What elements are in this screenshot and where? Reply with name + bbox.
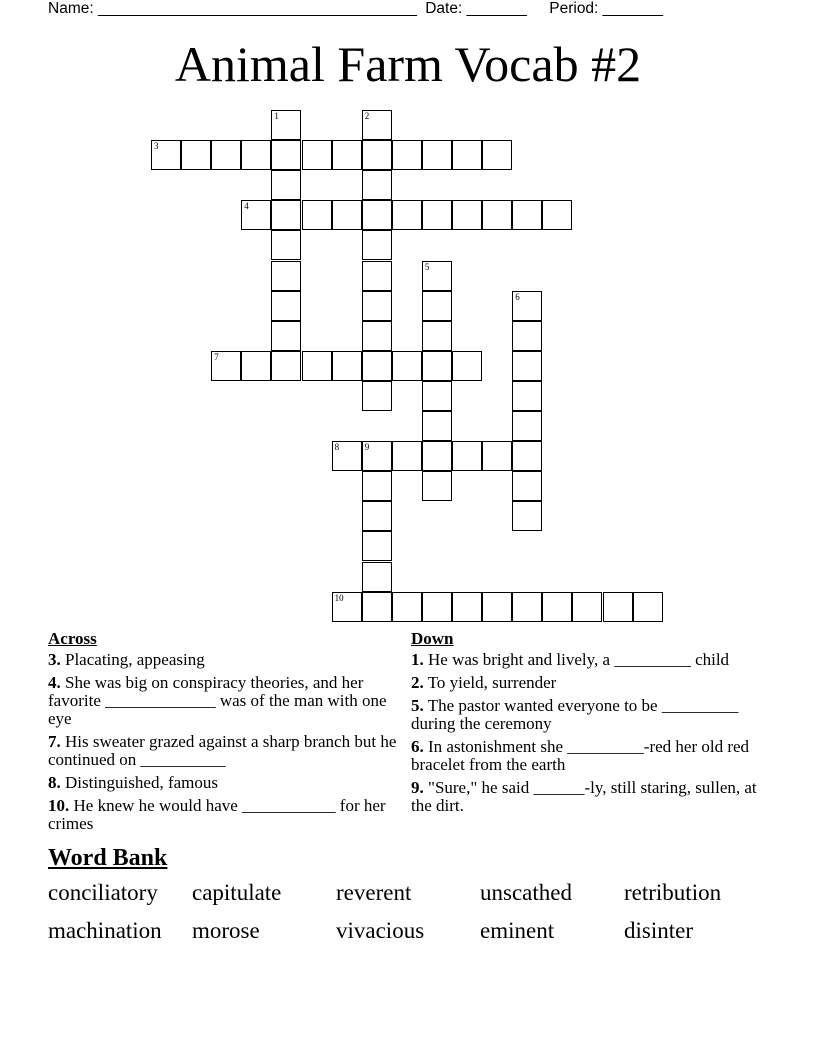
crossword-cell[interactable] — [392, 592, 422, 622]
word-bank-word: machination — [48, 918, 162, 943]
name-field-label: Name: _____________________________________ — [48, 0, 417, 17]
clue-number: 8 — [334, 442, 340, 453]
crossword-cell[interactable] — [271, 230, 301, 260]
crossword-cell[interactable] — [332, 351, 362, 381]
crossword-cell[interactable] — [271, 140, 301, 170]
date-field-label: Date: _______ — [425, 0, 527, 17]
crossword-cell[interactable] — [362, 200, 392, 230]
clue-number: 1 — [274, 111, 279, 121]
crossword-cell[interactable] — [362, 471, 392, 501]
crossword-cell[interactable] — [392, 200, 422, 230]
period-field-label: Period: _______ — [549, 0, 664, 17]
crossword-cell[interactable] — [422, 381, 452, 411]
crossword-cell[interactable] — [271, 321, 301, 351]
word-bank-word: retribution — [624, 880, 722, 905]
word-bank-word: capitulate — [192, 880, 282, 905]
clue-number: 10 — [334, 592, 344, 603]
word-bank-word: eminent — [480, 918, 555, 943]
crossword-cell[interactable] — [392, 441, 422, 471]
crossword-cell[interactable] — [512, 351, 542, 381]
word-bank-word: reverent — [336, 880, 412, 905]
crossword-cell[interactable] — [452, 441, 482, 471]
clue-number: 5 — [424, 261, 430, 272]
crossword-cell[interactable] — [512, 291, 542, 321]
crossword-cell[interactable] — [512, 592, 542, 622]
crossword-cell[interactable] — [362, 592, 392, 622]
clue-across-3: 3. Placating, appeasing — [48, 650, 205, 669]
crossword-cell[interactable] — [362, 441, 392, 471]
crossword-cell[interactable] — [422, 261, 452, 291]
crossword-cell[interactable] — [271, 261, 301, 291]
word-bank-word: conciliatory — [48, 880, 158, 905]
page-title: Animal Farm Vocab #2 — [174, 36, 642, 92]
crossword-cell[interactable] — [362, 501, 392, 531]
crossword-cell[interactable] — [332, 441, 362, 471]
crossword-cell[interactable] — [482, 200, 512, 230]
crossword-cell[interactable] — [271, 170, 301, 200]
crossword-cell[interactable] — [482, 592, 512, 622]
crossword-cell[interactable] — [271, 291, 301, 321]
crossword-cell[interactable] — [452, 351, 482, 381]
crossword-cell[interactable] — [512, 381, 542, 411]
crossword-cell[interactable] — [302, 140, 332, 170]
crossword-cell[interactable] — [362, 170, 392, 200]
word-bank-word: disinter — [624, 918, 693, 943]
crossword-cell[interactable] — [211, 351, 241, 381]
crossword-cell[interactable] — [362, 110, 392, 140]
crossword-cell[interactable] — [633, 592, 663, 622]
down-clues — [411, 630, 761, 820]
crossword-cell[interactable] — [362, 261, 392, 291]
crossword-cell[interactable] — [512, 321, 542, 351]
crossword-cell[interactable] — [422, 351, 452, 381]
crossword-cell[interactable] — [422, 471, 452, 501]
clue-across-8: 8. Distinguished, famous — [48, 773, 218, 792]
across-heading: Across — [48, 629, 97, 648]
crossword-cell[interactable] — [422, 321, 452, 351]
clue-down-5: 5. The pastor wanted everyone to be _________ during the ceremony — [411, 696, 739, 733]
clue-number: 2 — [364, 111, 370, 121]
word-bank-title: Word Bank — [48, 845, 168, 871]
across-clues — [48, 630, 408, 838]
crossword-cell[interactable] — [452, 140, 482, 170]
crossword-cell[interactable] — [452, 200, 482, 230]
crossword-cell[interactable] — [241, 351, 271, 381]
crossword-cell[interactable] — [332, 200, 362, 230]
crossword-cell[interactable] — [603, 592, 633, 622]
crossword-cell[interactable] — [211, 140, 241, 170]
clue-across-7: 7. His sweater grazed against a sharp branch but he continued on __________ — [48, 732, 397, 769]
crossword-cell[interactable] — [482, 140, 512, 170]
crossword-cell[interactable] — [271, 200, 301, 230]
clue-across-10: 10. He knew he would have ___________ for her crimes — [48, 796, 386, 833]
crossword-cell[interactable] — [362, 140, 392, 170]
crossword-cell[interactable] — [362, 351, 392, 381]
crossword-cell[interactable] — [422, 200, 452, 230]
crossword-cell[interactable] — [362, 230, 392, 260]
clue-number: 4 — [244, 201, 249, 212]
crossword-cell[interactable] — [362, 562, 392, 592]
clue-number: 3 — [154, 141, 159, 152]
crossword-cell[interactable] — [362, 321, 392, 351]
crossword-cell[interactable] — [362, 291, 392, 321]
crossword-cell[interactable] — [302, 351, 332, 381]
clue-down-9: 9. "Sure," he said ______-ly, still staring, sullen, at the dirt. — [411, 778, 757, 815]
crossword-cell[interactable] — [151, 140, 181, 170]
crossword-cell[interactable] — [302, 200, 332, 230]
down-heading: Down — [411, 629, 454, 648]
word-bank-word: morose — [192, 918, 260, 943]
word-bank-word: vivacious — [336, 918, 425, 943]
clue-number: 7 — [214, 351, 219, 362]
crossword-cell[interactable] — [271, 351, 301, 381]
clue-number: 9 — [364, 442, 370, 453]
clue-across-4: 4. She was big on conspiracy theories, and her favorite _____________ was of the man with one eye — [48, 673, 387, 728]
crossword-cell[interactable] — [422, 140, 452, 170]
crossword-cell[interactable] — [512, 441, 542, 471]
crossword-cell[interactable] — [422, 441, 452, 471]
crossword-cell[interactable] — [332, 140, 362, 170]
crossword-cell[interactable] — [512, 501, 542, 531]
clue-down-6: 6. In astonishment she _________-red her old red bracelet from the earth — [411, 737, 750, 774]
clue-number: 6 — [515, 291, 520, 302]
crossword-cell[interactable] — [271, 110, 301, 140]
crossword-cell[interactable] — [512, 471, 542, 501]
crossword-cell[interactable] — [332, 592, 362, 622]
crossword-cell[interactable] — [392, 140, 422, 170]
crossword-cell[interactable] — [512, 200, 542, 230]
crossword-cell[interactable] — [362, 381, 392, 411]
crossword-cell[interactable] — [241, 140, 271, 170]
crossword-cell[interactable] — [542, 592, 572, 622]
word-bank-word: unscathed — [480, 880, 572, 905]
crossword-cell[interactable] — [452, 592, 482, 622]
crossword-cell[interactable] — [542, 200, 572, 230]
crossword-cell[interactable] — [512, 411, 542, 441]
crossword-cell[interactable] — [482, 441, 512, 471]
crossword-cell[interactable] — [422, 592, 452, 622]
crossword-cell[interactable] — [181, 140, 211, 170]
crossword-cell[interactable] — [422, 411, 452, 441]
crossword-cell[interactable] — [572, 592, 602, 622]
clue-down-1: 1. He was bright and lively, a _________ child — [411, 650, 730, 669]
crossword-cell[interactable] — [392, 351, 422, 381]
clue-down-2: 2. To yield, surrender — [411, 673, 557, 692]
crossword-cell[interactable] — [362, 531, 392, 561]
crossword-cell[interactable] — [241, 200, 271, 230]
crossword-cell[interactable] — [422, 291, 452, 321]
